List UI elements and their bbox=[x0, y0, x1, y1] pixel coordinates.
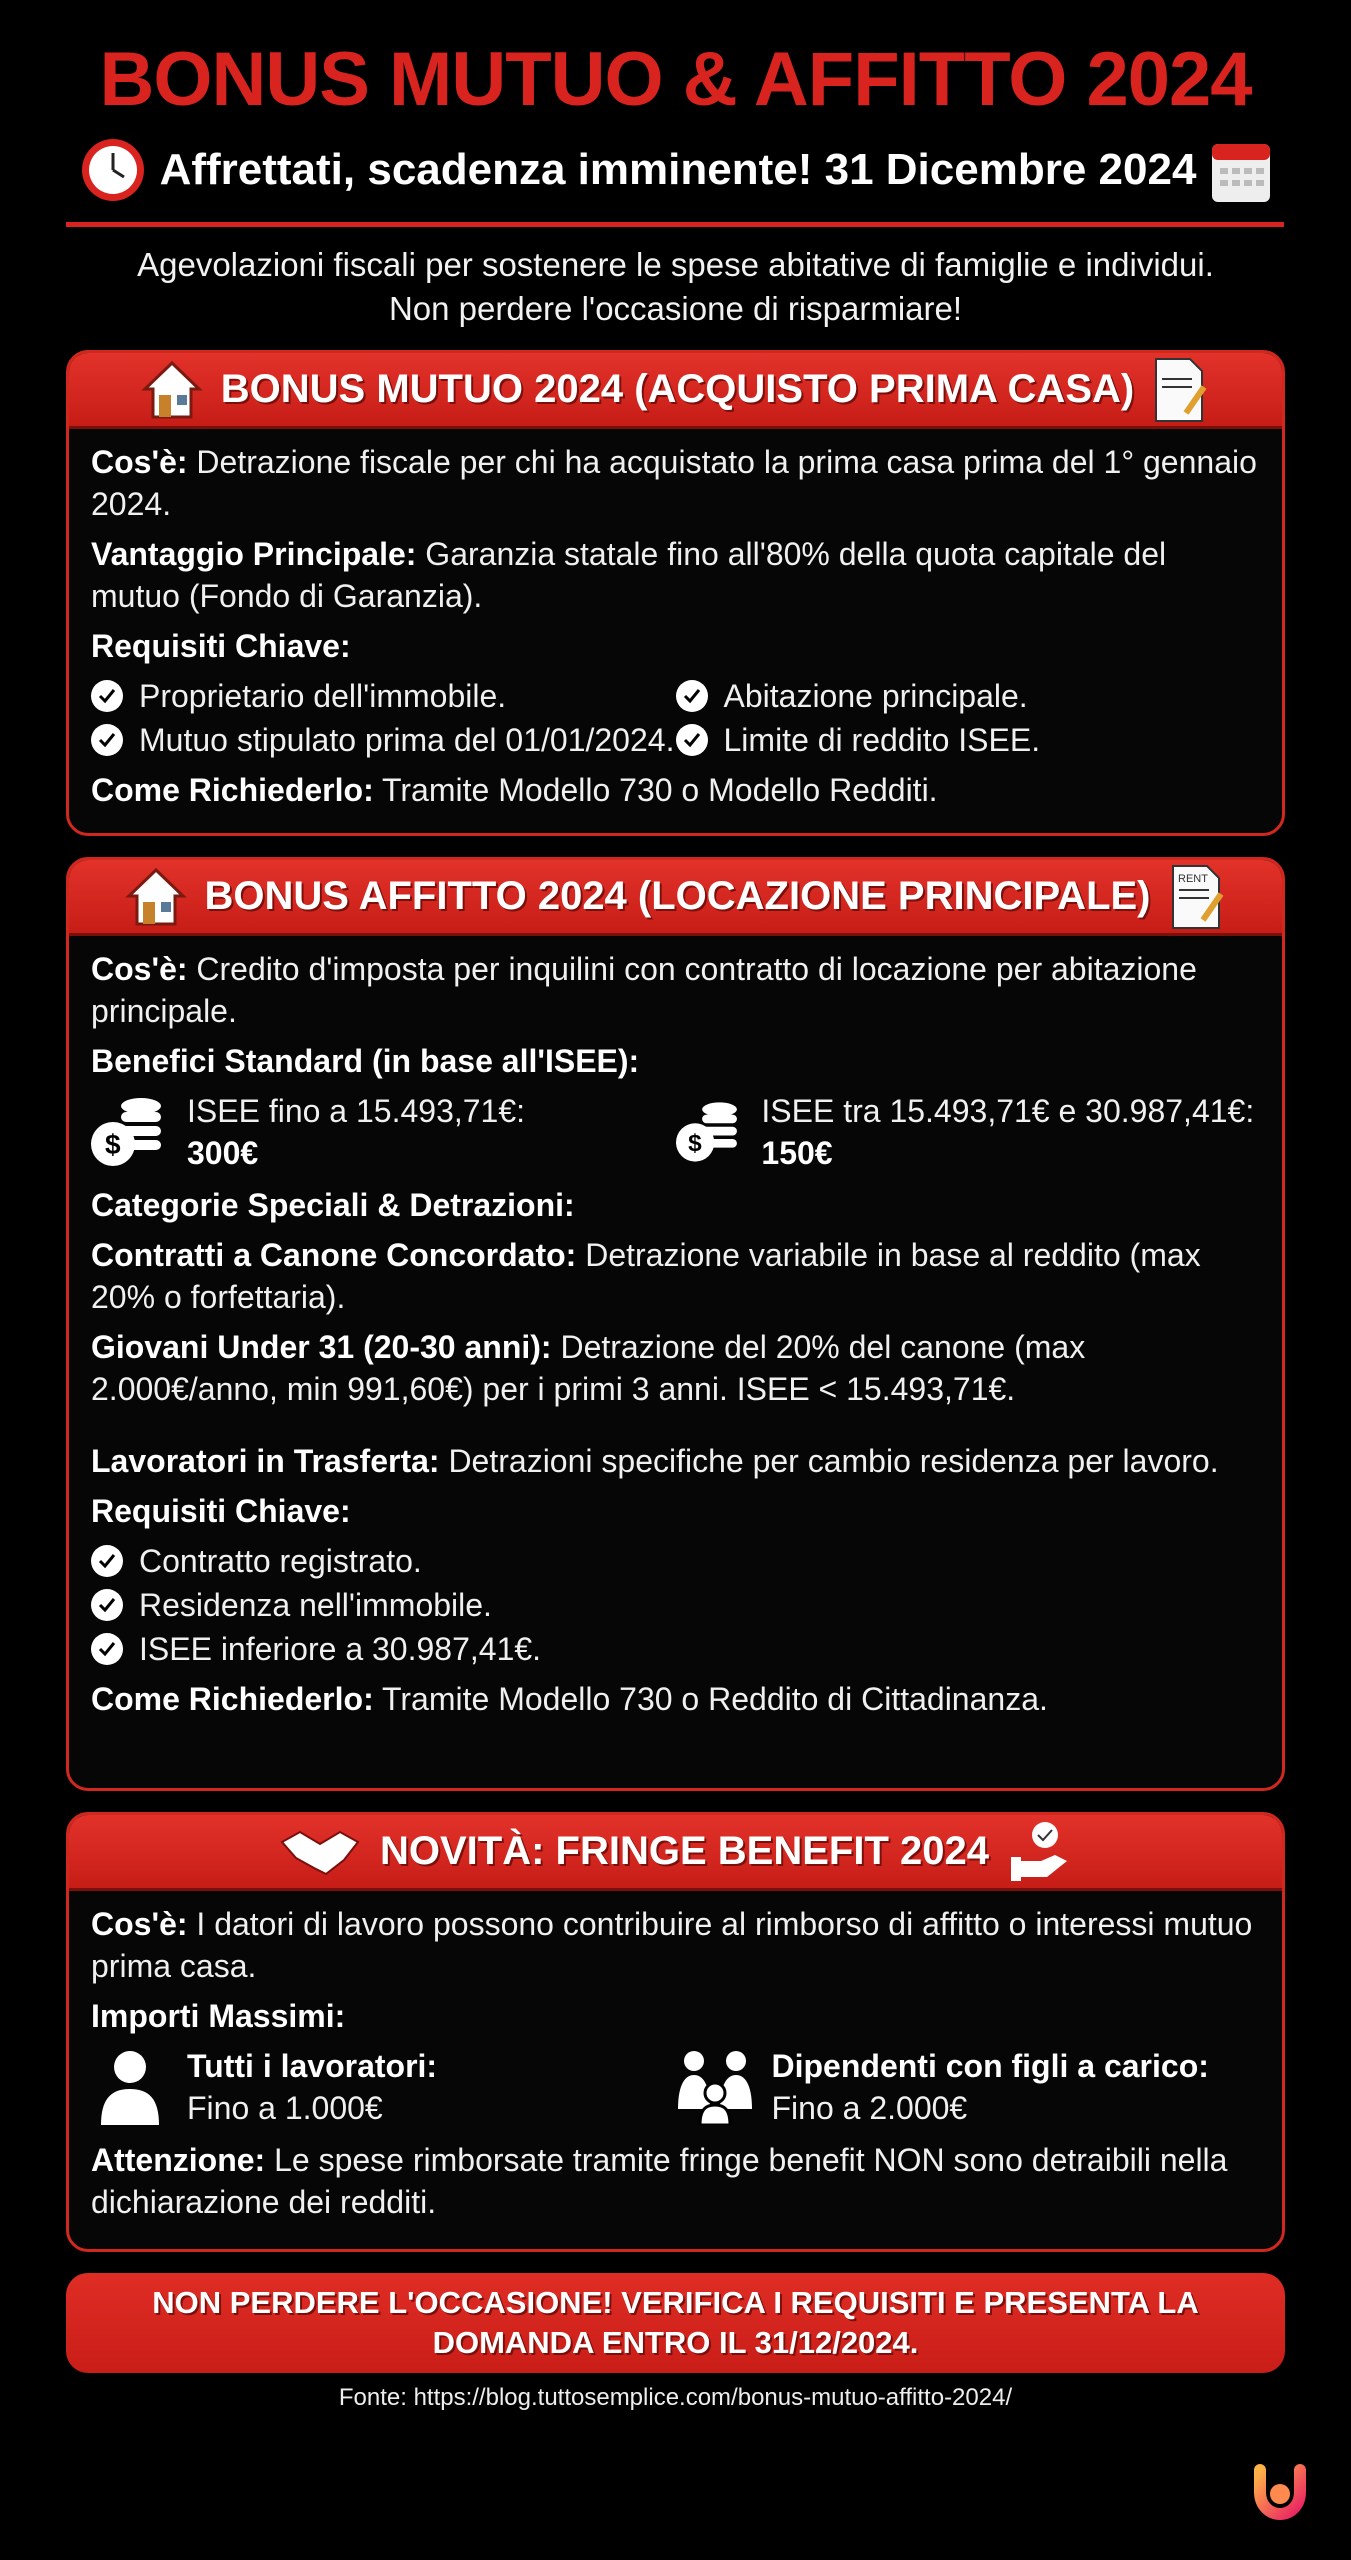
text: Le spese rimborsate tramite fringe benefit NON sono detraibili nella dichiarazione dei redditi. bbox=[91, 2142, 1228, 2220]
text: Detrazioni specifiche per cambio residenza per lavoro. bbox=[439, 1443, 1219, 1479]
intro bbox=[40, 243, 1311, 331]
label: Vantaggio Principale: bbox=[91, 536, 417, 572]
benefici-list bbox=[91, 1090, 1260, 1174]
check-circle-icon bbox=[91, 680, 123, 712]
check-label: Limite di reddito ISEE. bbox=[723, 722, 1041, 758]
text: I datori di lavoro possono contribuire al rimborso di affitto o interessi mutuo prima casa. bbox=[91, 1906, 1253, 1984]
label: Attenzione: bbox=[91, 2142, 266, 2178]
house-icon bbox=[141, 359, 203, 421]
cta-banner: NON PERDERE L'OCCASIONE! VERIFICA I REQUISITI E PRESENTA LA DOMANDA ENTRO IL 31/12/2024. bbox=[66, 2273, 1285, 2373]
check-label: Mutuo stipulato prima del 01/01/2024. bbox=[139, 722, 675, 758]
svg-text:RENT: RENT bbox=[1177, 872, 1208, 885]
card-title: NOVITÀ: FRINGE BENEFIT 2024 bbox=[380, 1829, 989, 1873]
text: Detrazione del 20% del canone (max 2.000€/anno, min 991,60€) per i primi 3 anni. ISEE < 15.493,71€. bbox=[91, 1329, 1086, 1407]
handshake-icon bbox=[278, 1824, 362, 1880]
check-label: Proprietario dell'immobile. bbox=[139, 678, 507, 714]
svg-text:$: $ bbox=[687, 1130, 702, 1158]
svg-text:$: $ bbox=[105, 1129, 121, 1160]
importo-item bbox=[676, 2045, 1261, 2129]
check-circle-icon bbox=[91, 1545, 123, 1577]
requisiti-list bbox=[91, 1540, 1260, 1670]
categorie-heading: Categorie Speciali & Detrazioni: bbox=[91, 1187, 575, 1223]
label: Come Richiederlo: bbox=[91, 772, 374, 808]
benefici-heading: Benefici Standard (in base all'ISEE): bbox=[91, 1043, 640, 1079]
check-label: ISEE inferiore a 30.987,41€. bbox=[139, 1631, 542, 1667]
card-bonus-affitto bbox=[66, 857, 1285, 1791]
card-header bbox=[69, 1815, 1282, 1891]
text: Garanzia statale fino all'80% della quota capitale del mutuo (Fondo di Garanzia). bbox=[91, 536, 1167, 614]
person-icon bbox=[91, 2049, 169, 2125]
check-item bbox=[91, 1584, 1260, 1626]
check-circle-icon bbox=[91, 1633, 123, 1665]
card-fringe-benefit bbox=[66, 1812, 1285, 2252]
page-title: BONUS MUTUO & AFFITTO 2024 bbox=[99, 37, 1252, 122]
benefit-item bbox=[91, 1090, 676, 1174]
card-header bbox=[69, 353, 1282, 429]
importo-label: Dipendenti con figli a carico: bbox=[771, 2048, 1209, 2084]
card-title: BONUS MUTUO 2024 (ACQUISTO PRIMA CASA) bbox=[220, 367, 1135, 411]
text: Tramite Modello 730 o Modello Redditi. bbox=[373, 772, 938, 808]
check-circle-icon bbox=[91, 724, 123, 756]
importi-heading: Importi Massimi: bbox=[91, 1998, 346, 2034]
card-title: BONUS AFFITTO 2024 (LOCAZIONE PRINCIPALE) bbox=[204, 874, 1151, 918]
deadline-text: Affrettati, scadenza imminente! 31 Dicembre 2024 bbox=[159, 145, 1197, 194]
card-header bbox=[69, 860, 1282, 936]
rent-document-icon bbox=[1169, 864, 1227, 930]
deadline-banner bbox=[66, 132, 1286, 208]
requisiti-heading: Requisiti Chiave: bbox=[91, 1493, 351, 1529]
check-item bbox=[91, 1540, 1260, 1582]
source-link[interactable]: Fonte: https://blog.tuttosemplice.com/bonus-mutuo-affitto-2024/ bbox=[338, 2384, 1013, 2411]
clock-icon bbox=[80, 137, 146, 203]
hand-check-icon bbox=[1007, 1819, 1073, 1885]
benefit-item bbox=[676, 1090, 1261, 1174]
check-circle-icon bbox=[676, 680, 708, 712]
intro-line: Non perdere l'occasione di risparmiare! bbox=[388, 290, 963, 327]
label: Cos'è: bbox=[91, 1906, 188, 1942]
label: Lavoratori in Trasferta: bbox=[91, 1443, 440, 1479]
importo-item bbox=[91, 2045, 676, 2129]
text: Detrazione fiscale per chi ha acquistato la prima casa prima del 1° gennaio 2024. bbox=[91, 444, 1257, 522]
importo-label: Tutti i lavoratori: bbox=[187, 2048, 438, 2084]
check-item bbox=[676, 675, 1261, 717]
calendar-icon bbox=[1210, 136, 1272, 204]
house-icon bbox=[125, 866, 187, 928]
text: Detrazione variabile in base al reddito (max 20% o forfettaria). bbox=[91, 1237, 1201, 1315]
benefit-amount: 300€ bbox=[187, 1135, 259, 1171]
label: Contratti a Canone Concordato: bbox=[91, 1237, 577, 1273]
text: Credito d'imposta per inquilini con contratto di locazione per abitazione principale. bbox=[91, 951, 1197, 1029]
coins-icon bbox=[676, 1096, 744, 1168]
benefit-text: ISEE fino a 15.493,71€: bbox=[187, 1093, 526, 1129]
divider bbox=[66, 222, 1284, 227]
mortgage-document-icon bbox=[1152, 357, 1210, 423]
importo-value: Fino a 1.000€ bbox=[187, 2090, 383, 2126]
text: Tramite Modello 730 o Reddito di Cittadinanza. bbox=[373, 1681, 1048, 1717]
check-item bbox=[91, 719, 676, 761]
check-label: Residenza nell'immobile. bbox=[139, 1587, 492, 1623]
check-label: Abitazione principale. bbox=[723, 678, 1028, 714]
benefit-amount: 150€ bbox=[761, 1135, 833, 1171]
label: Cos'è: bbox=[91, 444, 188, 480]
check-item bbox=[91, 675, 676, 717]
benefit-text: ISEE tra 15.493,71€ e 30.987,41€: bbox=[761, 1093, 1255, 1129]
check-circle-icon bbox=[676, 724, 708, 756]
check-label: Contratto registrato. bbox=[139, 1543, 422, 1579]
check-item bbox=[676, 719, 1261, 761]
coins-icon bbox=[91, 1096, 169, 1168]
brand-logo-icon bbox=[1250, 2460, 1310, 2520]
check-item bbox=[91, 1628, 1260, 1670]
label: Cos'è: bbox=[91, 951, 188, 987]
importo-value: Fino a 2.000€ bbox=[771, 2090, 968, 2126]
family-icon bbox=[676, 2049, 754, 2125]
intro-line: Agevolazioni fiscali per sostenere le spese abitative di famiglie e individui. bbox=[137, 246, 1214, 283]
check-circle-icon bbox=[91, 1589, 123, 1621]
label: Come Richiederlo: bbox=[91, 1681, 374, 1717]
importi-list bbox=[91, 2045, 1260, 2129]
label: Giovani Under 31 (20-30 anni): bbox=[91, 1329, 552, 1365]
requisiti-list bbox=[91, 675, 1260, 761]
card-bonus-mutuo bbox=[66, 350, 1285, 836]
requisiti-heading: Requisiti Chiave: bbox=[91, 628, 351, 664]
